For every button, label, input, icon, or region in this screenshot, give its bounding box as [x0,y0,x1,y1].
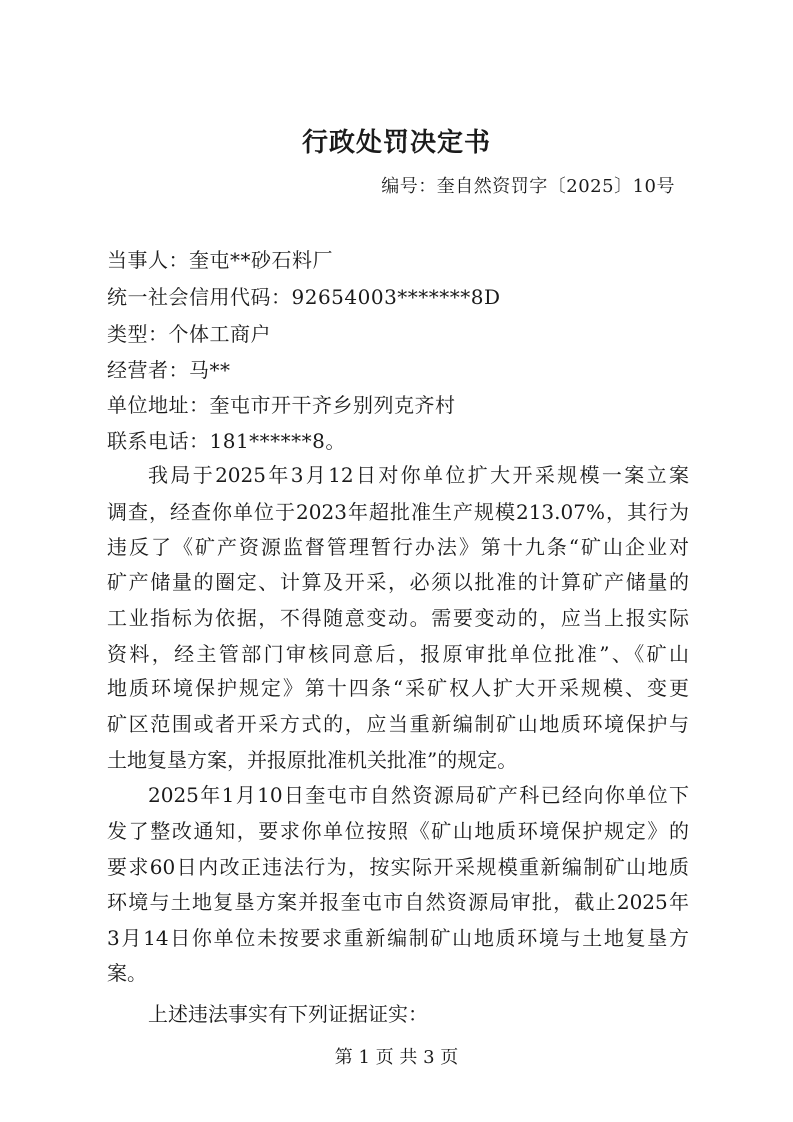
unit-address: 单位地址：奎屯市开干齐乡别列克齐村 [107,393,456,417]
paragraph-1-line: 矿区范围或者开采方式的，应当重新编制矿山地质环境保护与 [107,712,689,736]
paragraph-1-line: 矿产储量的圈定、计算及开采，必须以批准的计算矿产储量的 [107,570,689,594]
paragraph-1-line: 违反了《矿产资源监督管理暂行办法》第十九条“矿山企业对 [107,535,689,559]
entity-type: 类型：个体工商户 [107,322,271,346]
credit-code: 统一社会信用代码：92654003*******8D [107,285,501,309]
paragraph-2-line: 3月14日你单位未按要求重新编制矿山地质环境与土地复垦方 [107,926,689,950]
paragraph-2-line: 环境与土地复垦方案并报奎屯市自然资源局审批，截止2025年 [107,890,689,914]
contact-phone: 联系电话：181******8。 [107,429,346,453]
paragraph-2-line: 2025年1月10日奎屯市自然资源局矿产科已经向你单位下 [148,783,689,807]
page-footer: 第 1 页 共 3 页 [334,1047,459,1068]
paragraph-1-line: 资料，经主管部门审核同意后，报原审批单位批准”、《矿山 [107,642,689,666]
paragraph-1-line: 土地复垦方案，并报原批准机关批准”的规定。 [107,748,518,772]
party-name: 当事人：奎屯**砂石料厂 [107,248,333,272]
operator: 经营者：马** [107,358,231,382]
paragraph-2-line: 案。 [107,961,147,985]
paragraph-1-line: 地质环境保护规定》第十四条“采矿权人扩大开采规模、变更 [107,676,689,700]
document-number: 编号：奎自然资罚字〔2025〕10号 [381,176,675,197]
paragraph-2-line: 要求60日内改正违法行为，按实际开采规模重新编制矿山地质 [107,855,689,879]
paragraph-2-line: 发了整改通知，要求你单位按照《矿山地质环境保护规定》的 [107,819,689,843]
paragraph-1-line: 工业指标为依据，不得随意变动。需要变动的，应当上报实际 [107,606,689,630]
paragraph-1-line: 我局于2025年3月12日对你单位扩大开采规模一案立案 [148,463,689,487]
document-title: 行政处罚决定书 [301,128,491,158]
evidence-intro: 上述违法事实有下列证据证实： [148,1002,428,1026]
paragraph-1-line: 调查，经查你单位于2023年超批准生产规模213.07%，其行为 [107,500,689,524]
